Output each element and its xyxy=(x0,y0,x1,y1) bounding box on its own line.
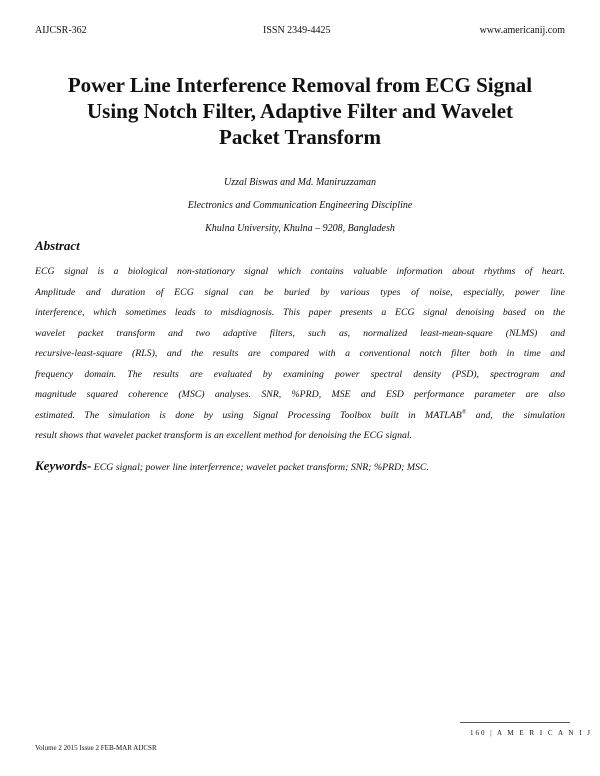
abstract-line: ECG signal is a biological non-stationary signal which contains valuable information about rhythms of heart. xyxy=(35,266,565,277)
page-number: 160 | A M E R I C A N I J xyxy=(470,729,592,737)
abstract-body xyxy=(35,262,565,447)
abstract-line: Amplitude and duration of ECG signal can be buried by various types of noise, especially, power line xyxy=(35,286,565,298)
abstract-line: recursive-least-square (RLS), and the results are compared with a conventional notch filter both in time and xyxy=(35,348,565,359)
abstract-line: wavelet packet transform and two adaptive filters, such as, normalized least-mean-square (NLMS) and xyxy=(35,327,565,339)
abstract-text: and, the simulation xyxy=(466,409,565,421)
abstract-line: result shows that wavelet packet transform is an excellent method for denoising the ECG signal. xyxy=(35,430,413,441)
journal-code: AIJCSR-362 xyxy=(35,25,87,36)
issn: ISSN 2349-4425 xyxy=(263,25,331,36)
abstract-line: magnitude squared coherence (MSC) analyses. SNR, %PRD, MSE and ESD performance parameter are also xyxy=(35,389,565,400)
volume-info: Volume 2 2015 Issue 2 FEB-MAR AIJCSR xyxy=(35,744,157,752)
paper-title xyxy=(30,72,570,150)
journal-website: www.americanij.com xyxy=(479,25,565,36)
institution: Khulna University, Khulna – 9208, Bangladesh xyxy=(205,223,395,234)
registered-mark: ® xyxy=(461,409,467,416)
abstract-heading: Abstract xyxy=(35,238,80,253)
title-line: Packet Transform xyxy=(219,125,381,149)
abstract-line: frequency domain. The results are evaluated by examining power spectral density (PSD), spectrogram and xyxy=(35,368,565,380)
abstract-line xyxy=(35,406,565,427)
footer-divider xyxy=(460,722,570,723)
abstract-line: interference, which sometimes leads to misdiagnosis. This paper presents a ECG signal denoising based on the xyxy=(35,307,565,318)
authors: Uzzal Biswas and Md. Maniruzzaman xyxy=(224,177,376,188)
title-line: Using Notch Filter, Adaptive Filter and Wavelet xyxy=(86,99,514,123)
author-block xyxy=(30,176,570,245)
keywords-label: Keywords- xyxy=(35,458,92,473)
department: Electronics and Communication Engineering Discipline xyxy=(187,200,413,211)
keywords-text: ECG signal; power line interferrence; wavelet packet transform; SNR; %PRD; MSC. xyxy=(91,462,429,473)
running-header xyxy=(35,25,565,39)
title-line: Power Line Interference Removal from ECG Signal xyxy=(67,73,533,97)
keywords xyxy=(35,458,565,474)
abstract-text: estimated. The simulation is done by using Signal Processing Toolbox built in MATLAB xyxy=(35,409,462,421)
